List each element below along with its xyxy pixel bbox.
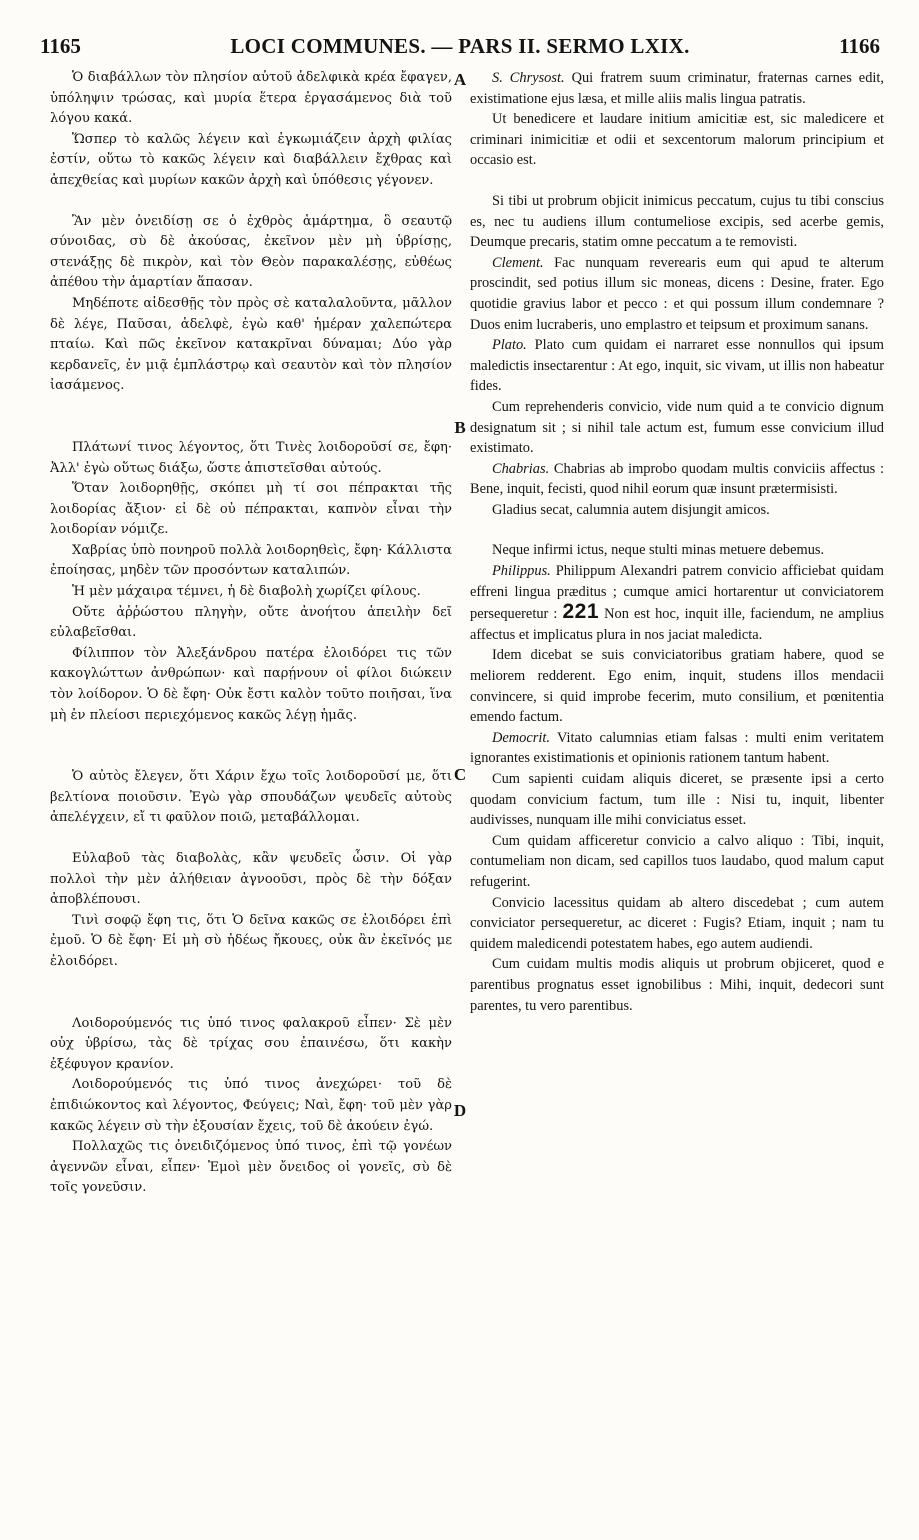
author-label: S. Chrysost.: [492, 70, 565, 86]
latin-text: Neque infirmi ictus, neque stulti minas metuere debemus.: [492, 542, 825, 559]
greek-paragraph: Χαβρίας ὑπὸ πονηροῦ πολλὰ λοιδορηθεὶς, ἔφη· Κάλλιστα ἐποίησας, μηδὲν τῶν προσόντων καταλιπών.: [50, 542, 452, 579]
latin-paragraph: [470, 335, 884, 397]
latin-paragraph: [470, 831, 884, 893]
author-label: Democrit.: [492, 729, 550, 746]
greek-paragraph: Ὥσπερ τὸ καλῶς λέγειν καὶ ἐγκωμιάζειν ἀρχὴ φιλίας ἐστίν, οὕτω τὸ κακῶς λέγειν καὶ διαβάλλειν ἔχθρας καὶ ἀπεχθείας καὶ μυρίων κακῶν ἀρχὴ καὶ ὑπόθεσις γέγονεν.: [50, 131, 452, 188]
greek-paragraph: Ἂν μὲν ὀνειδίσῃ σε ὁ ἐχθρὸς ἁμάρτημα, ὃ σεαυτῷ σύνοιδας, σὺ δὲ ἀκούσας, ἐκεῖνον μὲν μὴ ὑβρίσῃς, στενάξῃς δὲ πικρὸν, καὶ τὸν Θεὸν παρακαλέσῃς, εὐθέως ἀπέθου τὴν ἁμαρτίαν ἅπασαν.: [50, 213, 452, 291]
latin-paragraph: [470, 561, 884, 645]
author-label: Chabrias.: [492, 460, 550, 477]
page-header: [40, 34, 880, 64]
section-marker-a: A: [453, 70, 467, 89]
latin-text: Cum quidam afficeretur convicio a calvo aliquo : Tibi, inquit, contumeliam non dicam, sed capillos tuos laudabo, quod malum caput refugerint.: [470, 832, 884, 890]
greek-paragraph: Φίλιππον τὸν Ἀλεξάνδρου πατέρα ἐλοιδόρει τις τῶν κακογλώττων ἀνθρώπων· καὶ παρῄνουν οἱ φίλοι διώκειν τὸν λοίδορον. Ὁ δὲ ἔφη· Οὐκ ἔστι καλὸν τοῦτο ποιῆσαι, ἵνα μὴ ἐν πλείοσι περιεχόμενος κακῶς λέγῃ ἡμᾶς.: [50, 645, 452, 723]
latin-paragraph: [470, 893, 884, 955]
section-marker-b: B: [454, 418, 466, 437]
latin-text: Si tibi ut probrum objicit inimicus peccatum, cujus tu tibi conscius es, nec tu audiens illum contumeliose excipis, sed acerbe gemis, Deumque precaris, statim omne peccatum a te removisti.: [470, 192, 884, 251]
latin-text: Gladius secat, calumnia autem disjungit amicos.: [492, 501, 770, 518]
author-label: Clement.: [492, 254, 544, 271]
greek-paragraph: Εὐλαβοῦ τὰς διαβολὰς, κἂν ψευδεῖς ὦσιν. Οἱ γὰρ πολλοὶ τὴν μὲν ἀλήθειαν ἀγνοοῦσι, πρὸς δὲ τὴν δόξαν ἀποβλέπουσι.: [50, 851, 452, 908]
latin-text: Fac nunquam reverearis eum qui apud te alterum proscindit, sed potius illum sic moneas, dicens : Desine, frater. Ego quotidie gravius labor et pecco : et qui possum illum condemnare ? Duos enim lucraberis, uno emplastro et teipsum et proximum sanans.: [470, 254, 884, 333]
greek-paragraph: Μηδέποτε αἰδεσθῇς τὸν πρὸς σὲ καταλαλοῦντα, μᾶλλον δὲ λέγε, Παῦσαι, ἀδελφὲ, ἐγὼ καθ' ἡμέραν χαλεπώτερα πταίω. Καὶ πῶς ἐκεῖνον κατακρῖναι δύναμαι; Δύο γὰρ κερδανεῖς, ἐν μιᾷ ἐμπλάστρῳ καὶ σεαυτὸν καὶ τὸν πλησίον ἰασάμενος.: [50, 295, 452, 394]
latin-paragraph: [470, 459, 884, 500]
page-number-right: 1166: [839, 34, 880, 58]
latin-paragraph: [470, 397, 884, 459]
section-marker-c: C: [453, 765, 467, 784]
latin-paragraph: [470, 954, 884, 1016]
latin-text: Qui fratrem suum criminatur, fraternas carnes edit, existimatione ejus læsa, et mille aliis malis lingua patratis.: [470, 70, 884, 107]
author-label: Philippus.: [492, 563, 551, 580]
greek-paragraph: Λοιδορούμενός τις ὑπό τινος ἀνεχώρει· τοῦ δὲ ἐπιδιώκοντος καὶ λέγοντος, Φεύγεις; Ναὶ, ἔφη· τοῦ μὲν γὰρ κακῶς λέγειν σὺ τὴν ἐξουσίαν ἔχεις, τοῦ δὲ ἀκούειν ἐγώ.: [50, 1077, 452, 1134]
greek-paragraph: Ὁ διαβάλλων τὸν πλησίον αὐτοῦ ἀδελφικὰ κρέα ἔφαγεν, ὑπόληψιν τρώσας, καὶ μυρία ἕτερα ἐργασάμενος διὰ τοῦ λόγου κακά.: [50, 70, 452, 127]
greek-paragraph: Λοιδορούμενός τις ὑπό τινος φαλακροῦ εἶπεν· Σὲ μὲν οὐχ ὑβρίσω, τὰς δὲ τρίχας σου ἐπαινέσω, ὅτι κακὴν ἐξέφυγον κρανίον.: [50, 1015, 452, 1072]
latin-paragraph: [470, 540, 884, 561]
latin-paragraph: [470, 109, 884, 171]
latin-text: Philippum Alexandri patrem convicio afficiebat quidam effreni lingua præditus ; cumque amici hortarentur ut conviciatorem persequeretur :: [470, 563, 884, 623]
latin-text: Cum cuidam multis modis aliquis ut probrum objiceret, quod e parentibus prognatus esset ignobilibus : Mihi, inquit, dedecori sunt parentes, tu vero parentibus.: [470, 956, 884, 1014]
latin-text: Non est hoc, inquit ille, faciendum, ne amplius affectus et implicatus plura in nos jaciat maledicta.: [470, 606, 884, 643]
latin-text: Idem dicebat se suis conviciatoribus gratiam habere, quod se meliorem redderent. Ego enim, inquit, studens illos mendacii convincere, si quid improbe fecerim, muto consilium, et pœnitentia emendo factum.: [470, 647, 884, 726]
latin-paragraph: [470, 68, 884, 109]
latin-paragraph: [470, 500, 884, 521]
greek-paragraph: Τινὶ σοφῷ ἔφη τις, ὅτι Ὁ δεῖνα κακῶς σε ἐλοιδόρει ἐπὶ ἐμοῦ. Ὁ δὲ ἔφη· Εἰ μὴ σὺ ἡδέως ἤκουες, οὐκ ἂν ἐκεῖνός με ἐλοιδόρει.: [50, 912, 452, 969]
greek-paragraph: Πλάτωνί τινος λέγοντος, ὅτι Τινὲς λοιδοροῦσί σε, ἔφη· Ἀλλ' ἐγὼ οὕτως διάξω, ὥστε ἀπιστεῖσθαι αὐτούς.: [50, 439, 452, 476]
running-title: LOCI COMMUNES. — PARS II. SERMO LXIX.: [230, 34, 690, 58]
latin-text: Cum sapienti cuidam aliquis diceret, se præsente ipsi a certo quodam convicium factum, tum ille : Nisi tu, inquit, libenter audivisses, nunquam ille mihi conviciatus esset.: [470, 771, 884, 829]
column-number: 221: [562, 600, 600, 624]
greek-column: [50, 68, 452, 1199]
latin-text: Cum reprehenderis convicio, vide num quid a te convicio dignum designatum sit ; si nihil tale actum est, fumum esse convicium illud existimato.: [470, 398, 884, 457]
page-number-left: 1165: [40, 34, 81, 58]
latin-text: Ut benedicere et laudare initium amicitiæ est, sic maledicere et criminari inimicitiæ et odii et sexcentorum malorum principium et occasio est.: [470, 111, 884, 169]
greek-paragraph: Πολλαχῶς τις ὀνειδιζόμενος ὑπό τινος, ἐπὶ τῷ γονέων ἀγεννῶν εἶναι, εἶπεν· Ἐμοὶ μὲν ὄνειδος οἱ γονεῖς, σὺ δὲ τοῖς γονεῦσιν.: [50, 1139, 452, 1196]
greek-paragraph: Ὁ αὐτὸς ἔλεγεν, ὅτι Χάριν ἔχω τοῖς λοιδοροῦσί με, ὅτι βελτίονα ποιοῦσιν. Ἐγὼ γὰρ σπουδάζων ψευδεῖς αὐτοὺς ἀπελέγχειν, εἴ τι φαῦλον ποιῶ, μεταβάλλομαι.: [50, 769, 452, 826]
latin-text: Convicio lacessitus quidam ab altero discedebat ; cum autem conviciator persequeretur, ac diceret : Fugis? Etiam, inquit ; nam tu quidem maledicendi potestatem habes, ego autem audiendi.: [470, 894, 884, 952]
greek-paragraph: Ὅταν λοιδορηθῇς, σκόπει μὴ τί σοι πέπρακται τῆς λοιδορίας ἄξιον· εἰ δὲ οὐ πέπρακται, καπνὸν εἶναι τὴν λοιδορίαν νόμιζε.: [50, 481, 452, 538]
greek-paragraph: Ἡ μὲν μάχαιρα τέμνει, ἡ δὲ διαβολὴ χωρίζει φίλους.: [72, 584, 421, 600]
latin-paragraph: [470, 769, 884, 831]
author-label: Plato.: [492, 337, 527, 354]
latin-paragraph: [470, 253, 884, 335]
greek-paragraph: Οὔτε ἀῤῥώστου πληγὴν, οὔτε ἀνοήτου ἀπειλὴν δεῖ εὐλαβεῖσθαι.: [50, 604, 452, 641]
latin-text: Vitato calumnias etiam falsas : multi enim veritatem ignorantes existimationis et opinionis rationem tantum habent.: [470, 729, 884, 767]
latin-column: [470, 68, 884, 1016]
section-marker-d: D: [453, 1101, 467, 1120]
latin-paragraph: [470, 645, 884, 727]
latin-paragraph: [470, 191, 884, 253]
latin-paragraph: [470, 728, 884, 769]
latin-text: Plato cum quidam ei narraret esse nonnullos qui ipsum maledictis insectarentur : At ego, inquit, sic vivam, ut illis non habeatur fides.: [470, 337, 884, 395]
latin-text: Chabrias ab improbo quodam multis conviciis affectus : Bene, inquit, fecisti, quod nihil eorum quæ insunt prætermisisti.: [470, 460, 884, 498]
